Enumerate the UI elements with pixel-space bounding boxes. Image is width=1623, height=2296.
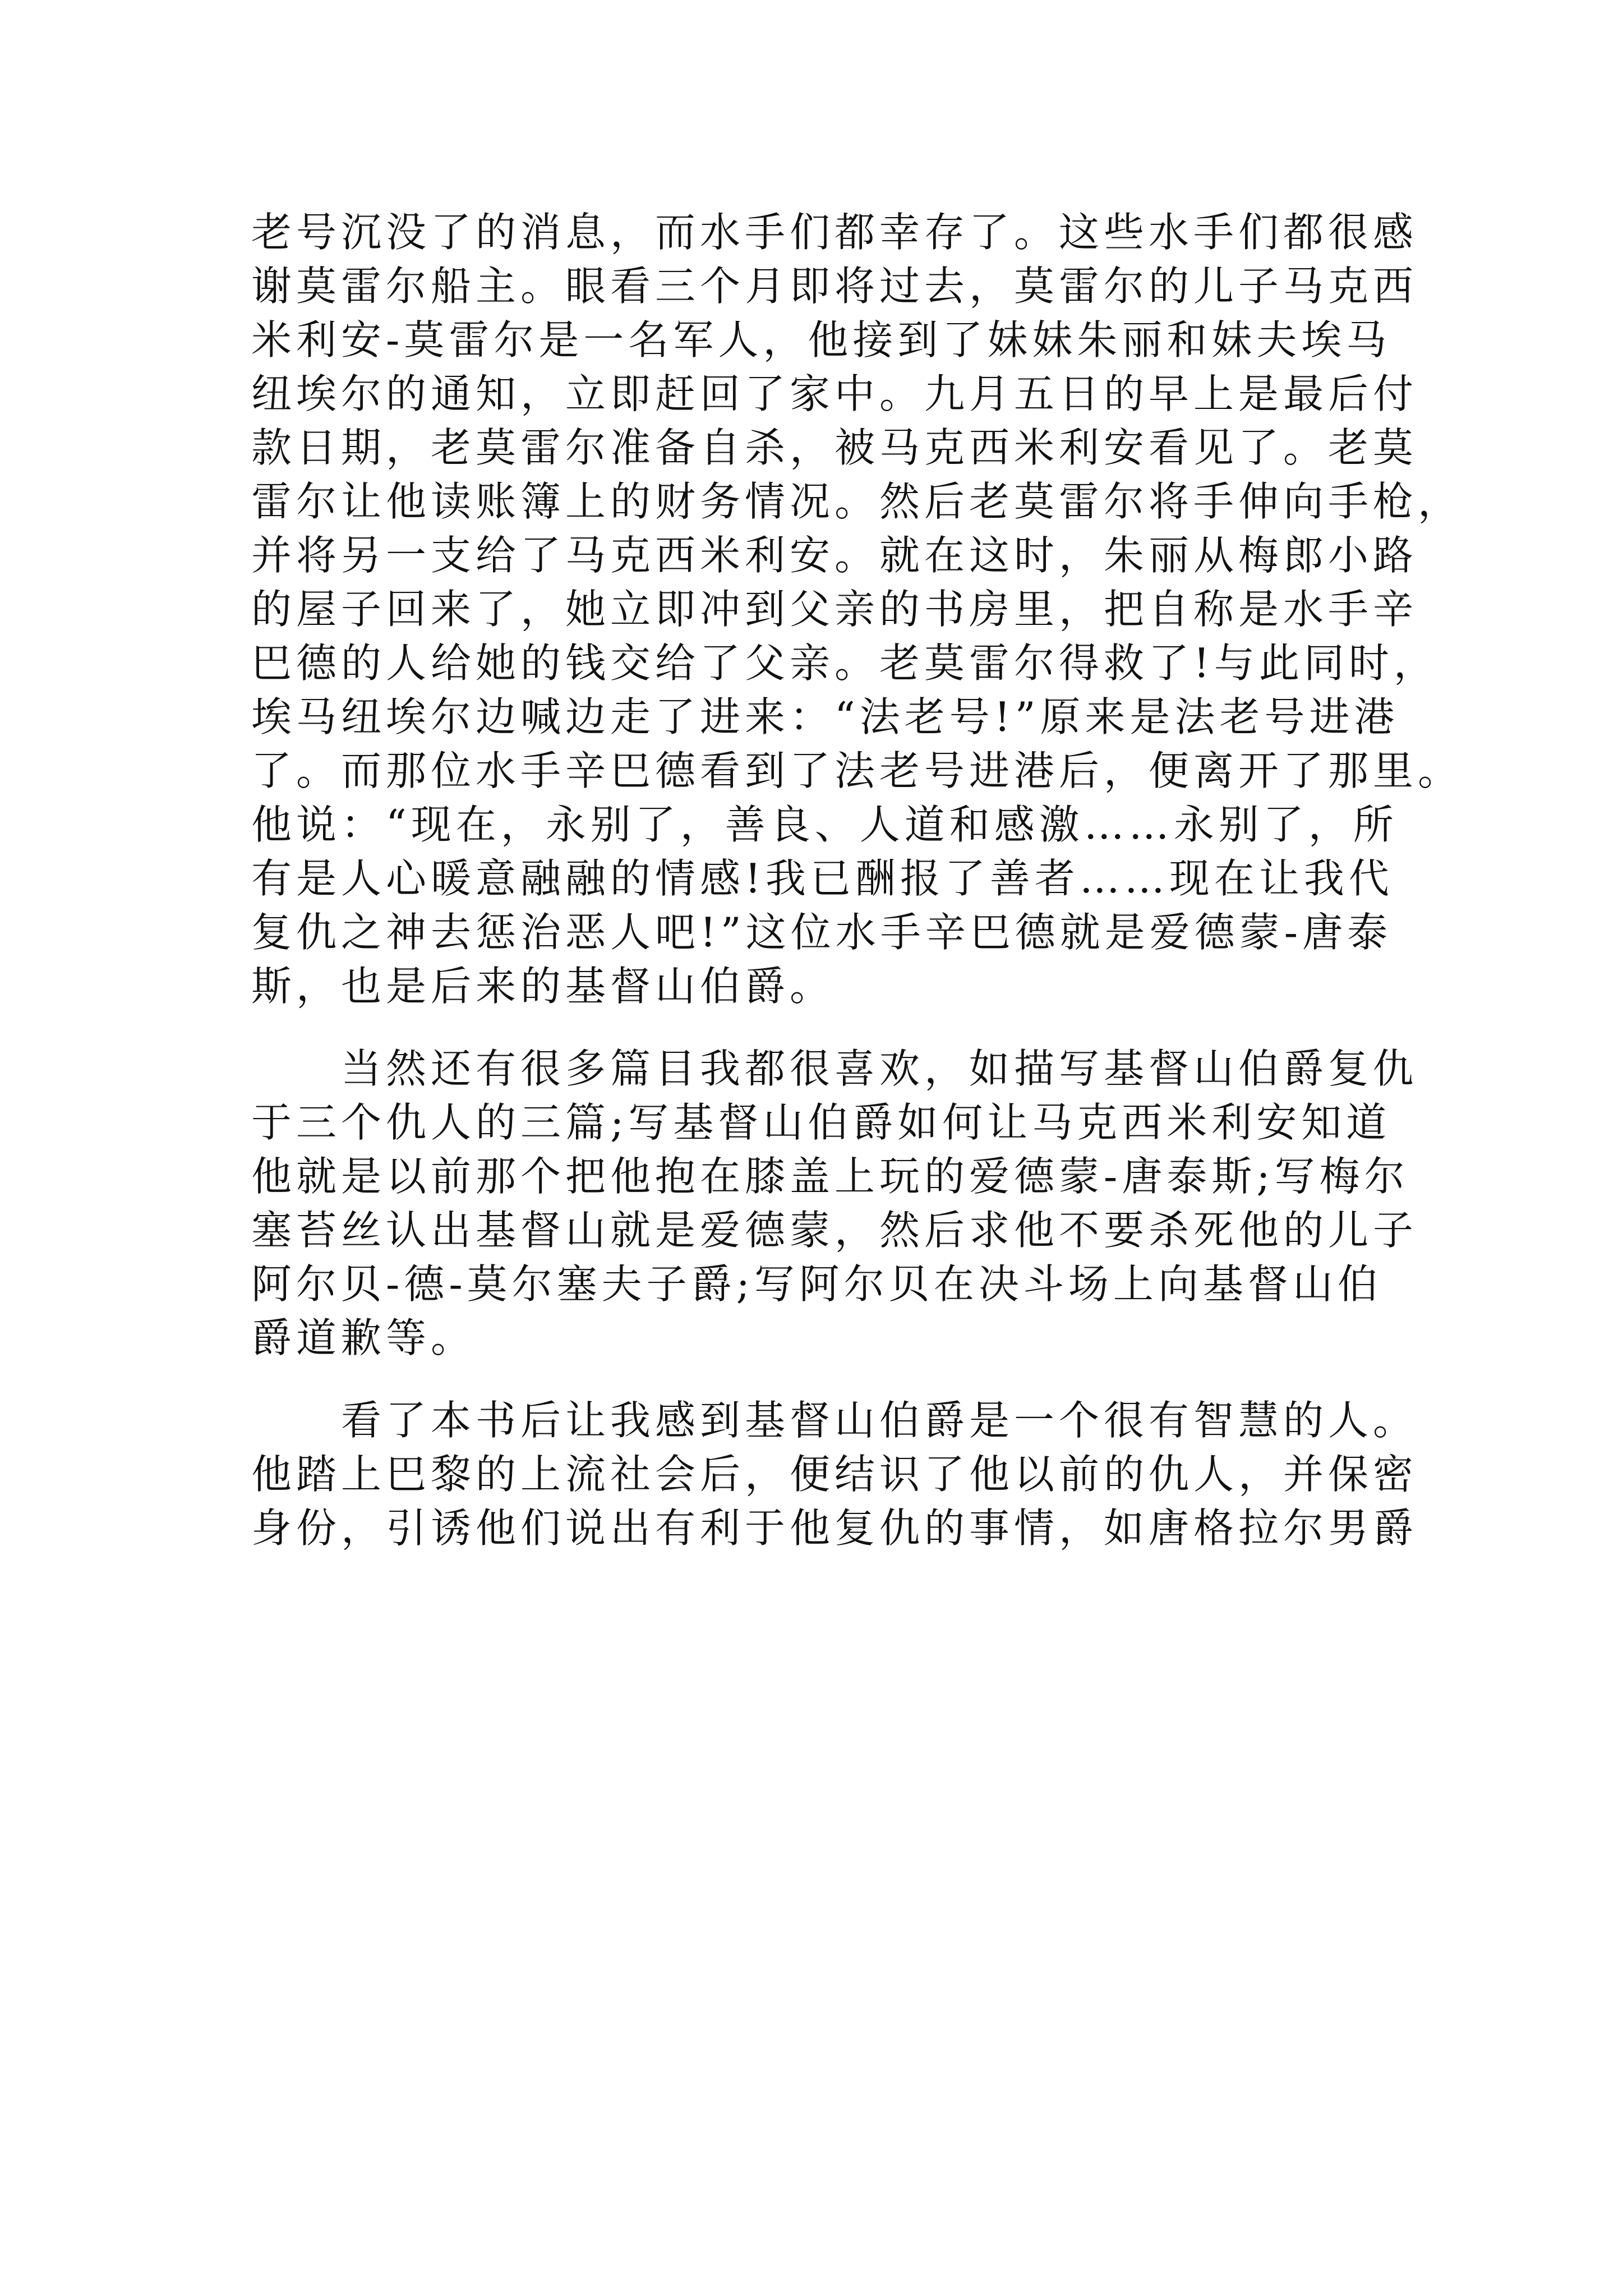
text-line: 他踏上巴黎的上流社会后，便结识了他以前的仇人，并保密 — [251, 1451, 1418, 1498]
paragraph-gap — [251, 1013, 1400, 1042]
text-line: 巴德的人给她的钱交给了父亲。老莫雷尔得救了!与此同时， — [251, 639, 1438, 687]
text-line: 阿尔贝-德-莫尔塞夫子爵;写阿尔贝在决斗场上向基督山伯 — [251, 1260, 1382, 1308]
text-line: 谢莫雷尔船主。眼看三个月即将过去，莫雷尔的儿子马克西 — [251, 263, 1418, 310]
text-line: 的屋子回来了，她立即冲到父亲的书房里，把自称是水手辛 — [251, 586, 1418, 633]
text-line: 并将另一支给了马克西米利安。就在这时，朱丽从梅郎小路 — [251, 532, 1418, 579]
text-line: 了。而那位水手辛巴德看到了法老号进港后，便离开了那里。 — [251, 747, 1463, 794]
body-text — [251, 205, 1463, 1555]
text-line: 身份，引诱他们说出有利于他复仇的事情，如唐格拉尔男爵 — [251, 1504, 1418, 1552]
text-line: 看了本书后让我感到基督山伯爵是一个很有智慧的人。 — [341, 1397, 1418, 1444]
text-line: 于三个仇人的三篇;写基督山伯爵如何让马克西米利安知道 — [251, 1099, 1391, 1146]
text-line: 斯，也是后来的基督山伯爵。 — [251, 963, 835, 1010]
text-line: 他说：“现在，永别了，善良、人道和感激……永别了，所 — [251, 801, 1398, 848]
paragraph-gap — [251, 1365, 1400, 1393]
text-line: 雷尔让他读账簿上的财务情况。然后老莫雷尔将手伸向手枪， — [251, 478, 1463, 525]
paragraph-2 — [251, 1042, 1418, 1365]
text-line: 他就是以前那个把他抱在膝盖上玩的爱德蒙-唐泰斯;写梅尔 — [251, 1153, 1409, 1200]
paragraph-1 — [251, 205, 1463, 1013]
text-line: 塞苔丝认出基督山就是爱德蒙，然后求他不要杀死他的儿子 — [251, 1207, 1418, 1254]
text-line: 爵道歉等。 — [251, 1314, 476, 1361]
text-line: 当然还有很多篇目我都很喜欢，如描写基督山伯爵复仇 — [341, 1045, 1418, 1092]
text-line: 纽埃尔的通知，立即赶回了家中。九月五日的早上是最后付 — [251, 370, 1418, 417]
text-line: 款日期，老莫雷尔准备自杀，被马克西米利安看见了。老莫 — [251, 424, 1418, 471]
text-line: 米利安-莫雷尔是一名军人，他接到了妹妹朱丽和妹夫埃马 — [251, 316, 1391, 364]
text-line: 埃马纽埃尔边喊边走了进来：“法老号!”原来是法老号进港 — [251, 693, 1399, 740]
paragraph-3 — [251, 1393, 1418, 1555]
text-line: 老号沉没了的消息，而水手们都幸存了。这些水手们都很感 — [251, 209, 1418, 256]
text-line: 复仇之神去惩治恶人吧!”这位水手辛巴德就是爱德蒙-唐泰 — [251, 909, 1393, 956]
text-line: 有是人心暖意融融的情感!我已酬报了善者……现在让我代 — [251, 855, 1394, 902]
